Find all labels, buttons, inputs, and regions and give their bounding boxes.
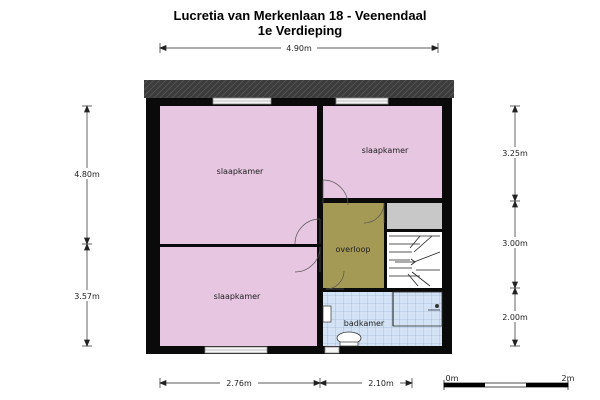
room-storage: [387, 203, 442, 229]
floor-subtitle: 1e Verdieping: [257, 23, 343, 38]
dim-right-upper: 3.25m: [502, 149, 528, 158]
room-label-bedroom-bottom-left: slaapkamer: [213, 292, 261, 301]
shower-drain-icon: [435, 304, 439, 308]
dim-right-lower: 2.00m: [502, 313, 528, 322]
dim-left-lower: 3.57m: [74, 292, 100, 301]
room-label-bedroom-top-right: slaapkamer: [361, 146, 409, 155]
dim-top-width: 4.90m: [286, 44, 312, 53]
scale-bar: [444, 374, 575, 390]
sink-icon: [323, 306, 331, 322]
scale-end-label: 2m: [561, 374, 575, 383]
roof-strip: [144, 80, 454, 98]
room-label-bedroom-top-left: slaapkamer: [216, 167, 264, 176]
page-title: Lucretia van Merkenlaan 18 - Veenendaal: [173, 8, 427, 23]
dim-bottom-right: 2.10m: [368, 379, 394, 388]
room-label-bathroom: badkamer: [343, 319, 385, 328]
dim-right-middle: 3.00m: [502, 239, 528, 248]
dim-left-upper: 4.80m: [74, 170, 100, 179]
dim-bottom-left: 2.76m: [226, 379, 252, 388]
scale-start-label: 0m: [445, 374, 459, 383]
room-label-landing: overloop: [335, 245, 371, 254]
